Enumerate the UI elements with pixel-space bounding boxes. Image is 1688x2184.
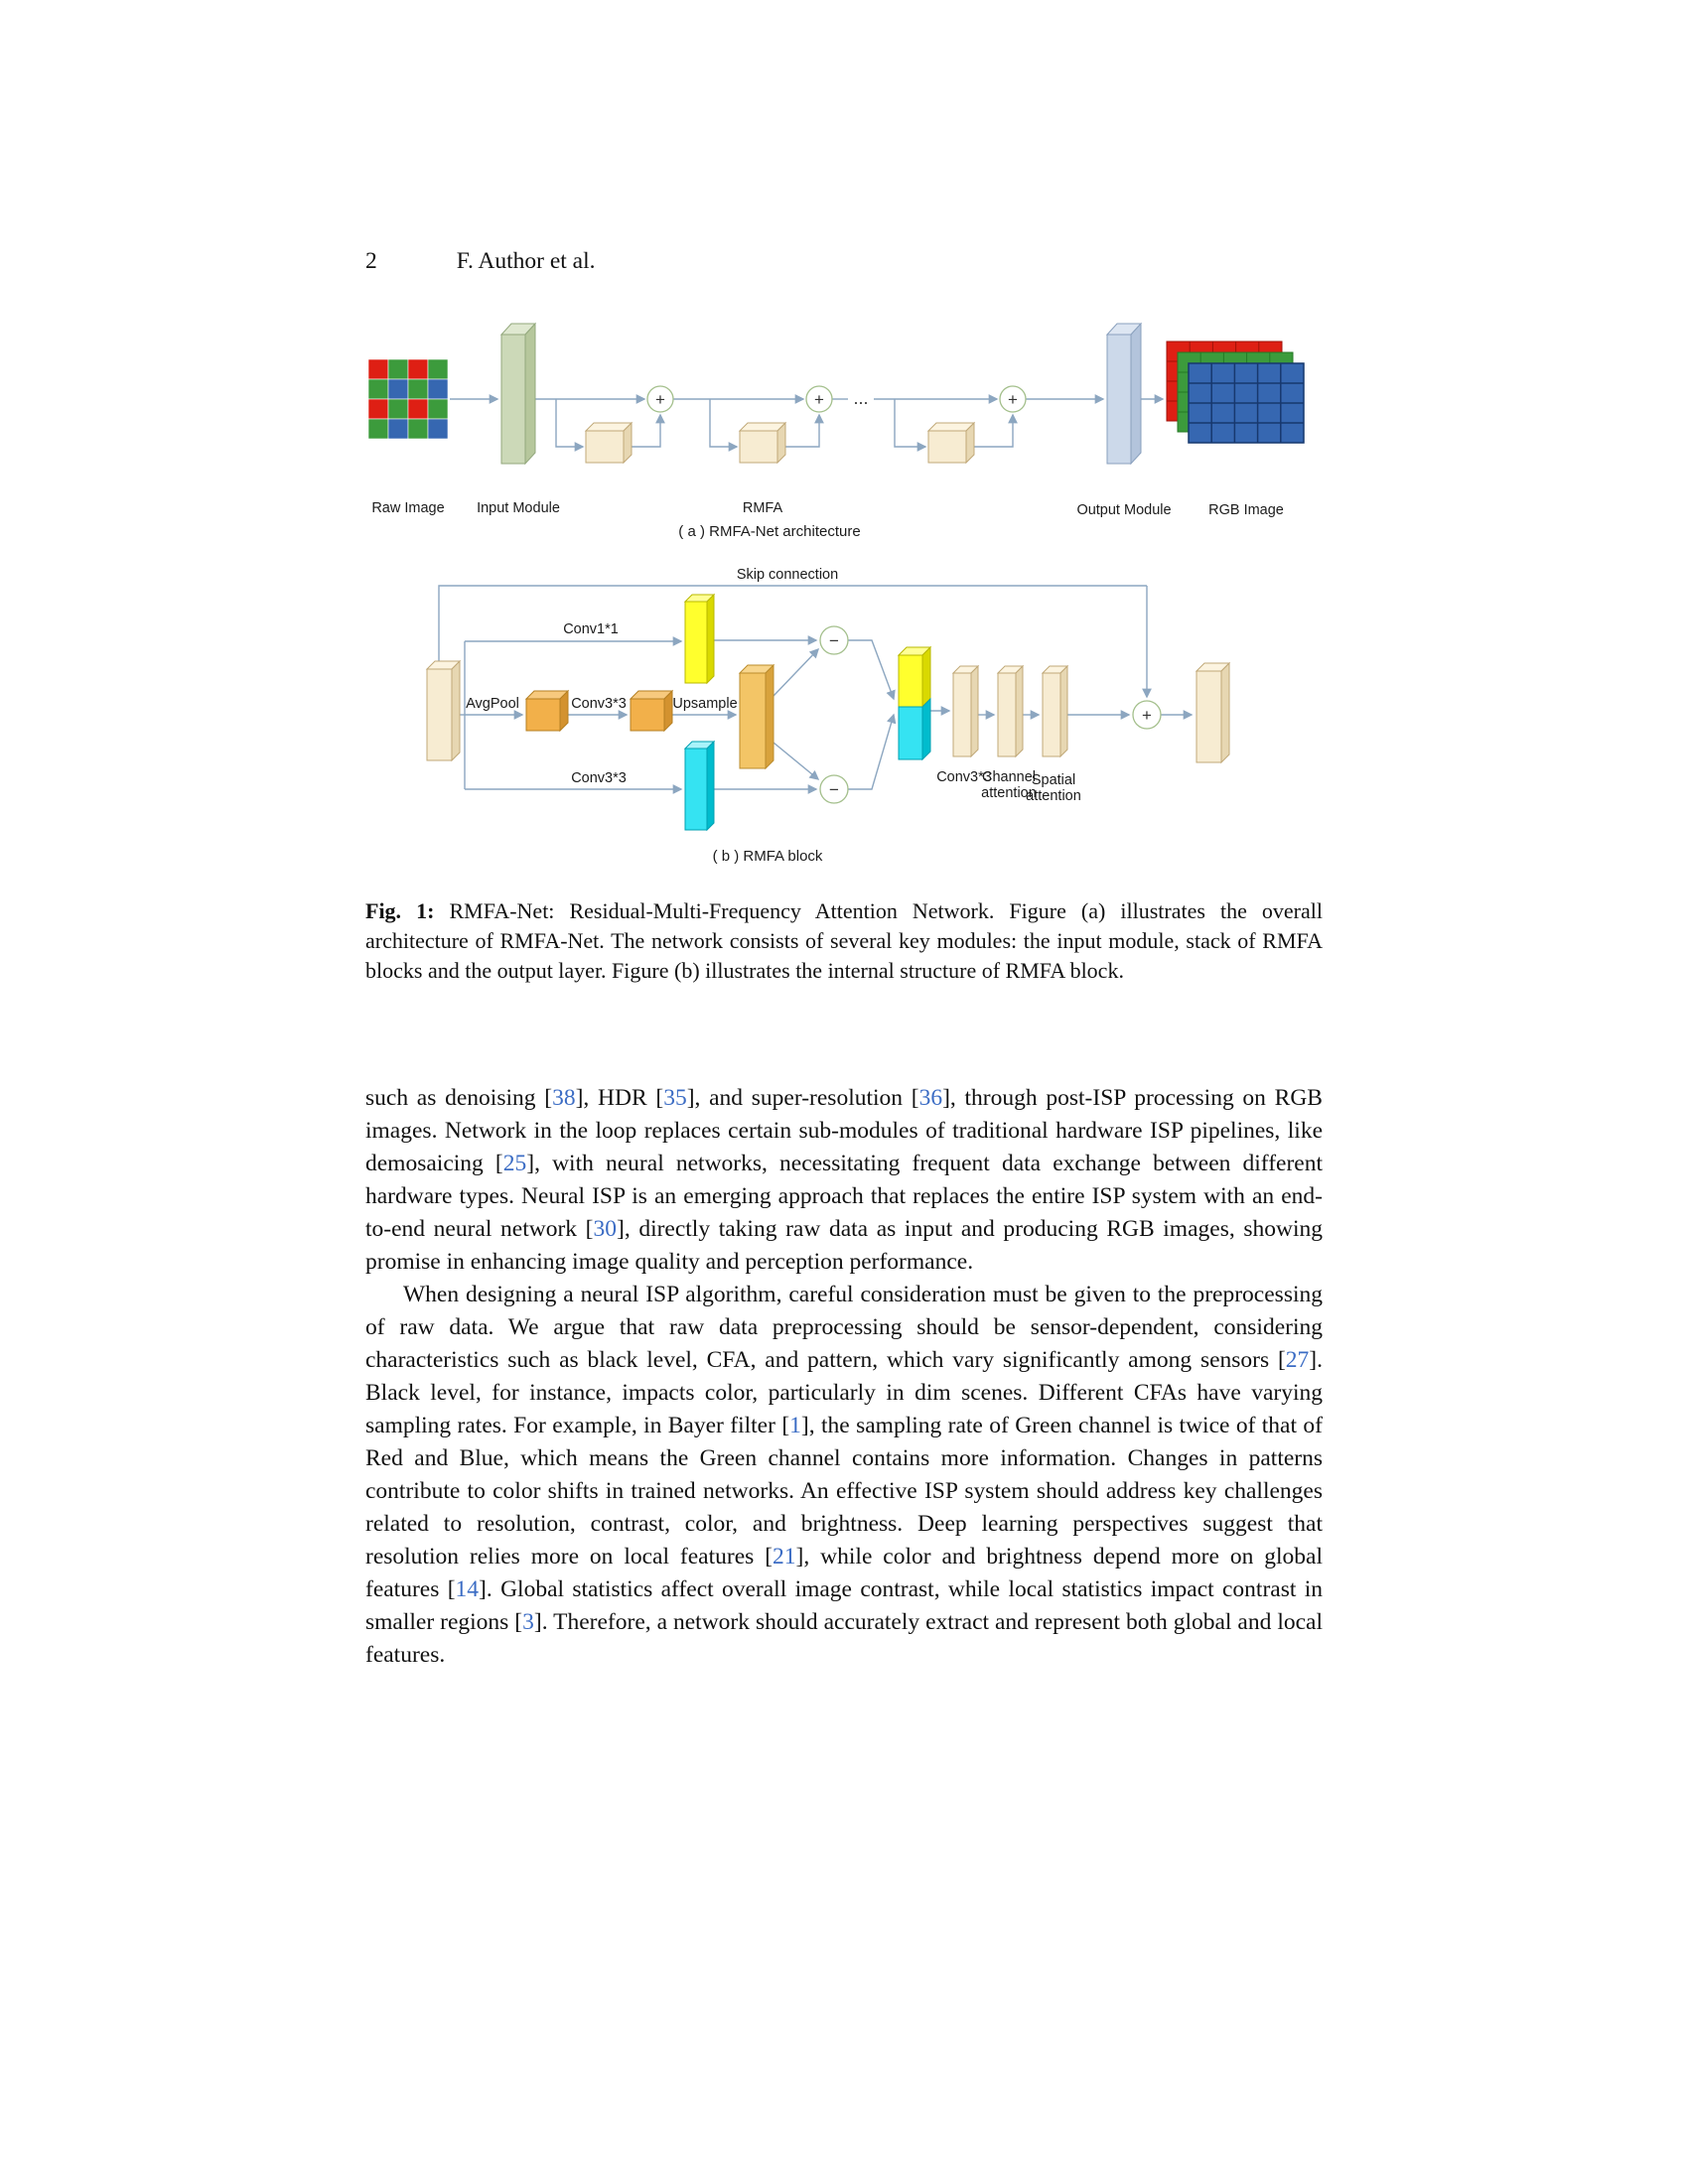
subtract-operator-top [820, 626, 848, 654]
concat-feature-box [899, 647, 930, 759]
rgb-image-stack [1167, 341, 1304, 443]
panel-a-caption: ( a ) RMFA-Net architecture [678, 523, 861, 540]
citation-link[interactable]: 30 [593, 1216, 617, 1242]
conv3x3-post-slab [953, 666, 978, 756]
label-rmfa: RMFA [742, 500, 783, 516]
label-output-module: Output Module [1076, 502, 1172, 518]
plus-icon: + [1008, 390, 1018, 409]
add-operator [1133, 701, 1161, 729]
figure-caption [365, 896, 1323, 986]
plus-icon: + [655, 390, 665, 409]
subtract-operator-bottom [820, 775, 848, 803]
label-channel-attention-2: attention [981, 785, 1037, 801]
label-conv3x3-mid: Conv3*3 [571, 696, 627, 712]
figure-caption-tag: Fig. 1: [365, 898, 435, 923]
raw-image-grid [368, 359, 448, 439]
label-channel-attention: Channel [981, 769, 1037, 785]
label-raw-image: Raw Image [371, 500, 445, 516]
label-conv3x3-post: Conv3*3 [936, 769, 992, 785]
body-paragraph: When designing a neural ISP algorithm, careful consideration must be given to the preprocessing of raw data. We argue that raw data preprocessing should be sensor-dependent, considering characteristics such as black level, CFA, and pattern, which vary significantly among sensors [27]. Black level, for instance, impacts color, particularly in dim scenes. Different CFAs have varying sampling rates. For example, in Bayer filter [1], the sampling rate of Green channel is twice of that of Red and Blue, which means the Green channel contains more information. Changes in patterns contribute to color shifts in trained networks. An effective ISP system should address key challenges related to resolution, contrast, color, and brightness. Deep learning perspectives suggest that resolution relies more on local features [21], while color and brightness depend more on global features [14]. Global statistics affect overall image contrast, while local statistics impact contrast in smaller regions [3]. Therefore, a network should accurately extract and represent both global and local features. [365, 1282, 1324, 1668]
figure-1a-arrows [450, 399, 1163, 447]
label-avgpool: AvgPool [466, 696, 519, 712]
citation-link[interactable]: 27 [1285, 1347, 1310, 1373]
minus-icon: − [829, 631, 839, 650]
figure-1b-arrows [439, 586, 1192, 789]
label-conv3x3-bottom: Conv3*3 [571, 770, 627, 786]
upsample-feature-slab [740, 665, 774, 768]
ellipsis-icon: ... [853, 388, 869, 408]
citation-link[interactable]: 25 [502, 1151, 527, 1176]
citation-link[interactable]: 21 [773, 1544, 796, 1570]
plus-icon: + [814, 390, 824, 409]
running-author: F. Author et al. [456, 248, 596, 274]
minus-icon: − [829, 780, 839, 799]
rmfa-block-cube-3 [928, 423, 974, 463]
add-operator-2 [806, 386, 832, 412]
input-module-block [501, 324, 535, 464]
label-rgb-image: RGB Image [1208, 502, 1284, 518]
citation-link[interactable]: 38 [552, 1085, 576, 1111]
body-paragraph: such as denoising [38], HDR [35], and super-resolution [36], through post-ISP processing on RGB images. Network in the loop replaces certain sub-modules of traditional hardware ISP pipelines, like demosaicing [25], with neural networks, necessitating frequent data exchange between different hardware types. Neural ISP is an emerging approach that replaces the entire ISP system with an end-to-end neural network [30], directly taking raw data as input and producing RGB images, showing promise in enhancing image quality and perception performance. [365, 1085, 1323, 1275]
rmfa-block-cube-1 [586, 423, 632, 463]
label-spatial-attention-2: attention [1026, 788, 1081, 804]
add-operator-3 [1000, 386, 1026, 412]
label-spatial-attention: Spatial [1031, 772, 1076, 788]
page-number: 2 [365, 248, 377, 274]
rmfa-block-cube-2 [740, 423, 785, 463]
conv1x1-feature-box [685, 595, 714, 683]
label-input-module: Input Module [477, 500, 560, 516]
output-module-block [1107, 324, 1141, 464]
avgpool-cube [526, 691, 568, 731]
citation-link[interactable]: 1 [789, 1413, 801, 1438]
spatial-attention-slab [1043, 666, 1067, 756]
citation-link[interactable]: 3 [522, 1609, 534, 1635]
channel-attention-slab [998, 666, 1023, 756]
rgb-blue-layer [1189, 363, 1304, 443]
figure-1a-architecture [365, 310, 1323, 548]
block-input-slab [427, 661, 460, 760]
conv3x3-feature-box [685, 742, 714, 830]
figure-caption-text: RMFA-Net: Residual-Multi-Frequency Attention Network. Figure (a) illustrates the overall architecture of RMFA-Net. The network consists of several key modules: the input module, stack of RMFA blocks and the output layer. Figure (b) illustrates the internal structure of RMFA block. [365, 898, 1323, 983]
label-conv1x1: Conv1*1 [563, 621, 619, 637]
add-operator-1 [647, 386, 673, 412]
conv3x3-cube [631, 691, 672, 731]
block-output-slab [1196, 663, 1229, 762]
citation-link[interactable]: 14 [455, 1576, 480, 1602]
running-head [365, 248, 1323, 275]
label-upsample: Upsample [672, 696, 738, 712]
figure-1b-rmfa-block [365, 562, 1323, 872]
citation-link[interactable]: 36 [918, 1085, 943, 1111]
citation-link[interactable]: 35 [663, 1085, 687, 1111]
panel-b-caption: ( b ) RMFA block [712, 848, 823, 865]
label-skip-connection: Skip connection [736, 567, 839, 583]
plus-icon: + [1142, 706, 1152, 725]
body-text [365, 1082, 1323, 1672]
